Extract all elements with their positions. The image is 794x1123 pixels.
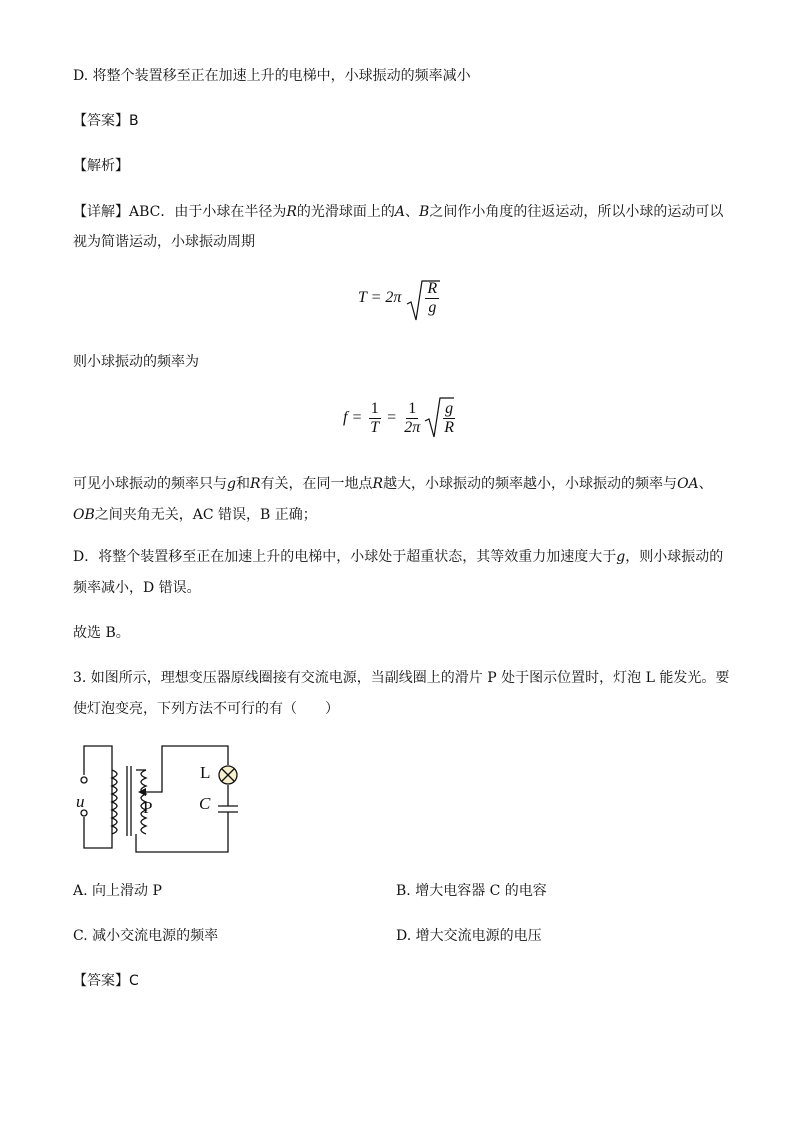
question-3-line-1: 3. 如图所示，理想变压器原线圈接有交流电源，当副线圈上的滑片 P 处于图示位置时，灯泡 L 能发光。要 [73, 670, 730, 686]
option-b: B. 增大电容器 C 的电容 [396, 883, 547, 899]
period-formula: T = 2π $\frac{R}{g}$ [358, 280, 441, 317]
frequency-formula: f = $\frac{1}{T}$ = $\frac{1}{2\pi}$ $\frac{g}{R}$ [343, 400, 458, 437]
freq-radical-num: g [445, 400, 454, 417]
slider-p-label: P [143, 798, 153, 817]
sqrt-sign-icon [406, 278, 440, 324]
transformer-circuit-diagram [70, 740, 250, 860]
answer-label-q2: 【答案】B [73, 113, 139, 129]
period-radical-num: R [427, 280, 438, 297]
detail-line-1: 【详解】ABC．由于小球在半径为R的光滑球面上的A、B之间作小角度的往返运动，所以小球的运动可以 [73, 204, 724, 220]
period-radical-den: g [428, 299, 437, 316]
capacitor-c-label: C [199, 794, 211, 813]
option-c: C. 减小交流电源的频率 [73, 928, 219, 944]
analysis-label: 【解析】 [73, 158, 129, 174]
choose-statement: 故选 B。 [73, 625, 130, 641]
lamp-l-label: L [200, 763, 211, 782]
answer-label-q3: 【答案】C [73, 973, 139, 989]
conclusion-line-1: 可见小球振动的频率只与g和R有关，在同一地点R越大，小球振动的频率越小，小球振动的频率与OA、 [73, 476, 713, 492]
frequency-intro: 则小球振动的频率为 [73, 354, 199, 370]
freq-frac2-num: 1 [408, 400, 417, 417]
option-a: A. 向上滑动 P [73, 883, 162, 899]
question-3-line-2: 使灯泡变亮，下列方法不可行的有（ ） [73, 701, 339, 717]
freq-frac2-den: 2π [404, 419, 421, 436]
detail-line-2: 视为简谐运动，小球振动周期 [73, 234, 255, 250]
freq-frac1-num: 1 [370, 400, 379, 417]
sqrt-sign-icon [424, 395, 454, 441]
option-d-explanation-2: 频率减小，D 错误。 [73, 580, 201, 596]
option-d: D. 增大交流电源的电压 [396, 928, 542, 944]
source-voltage-label: u [76, 792, 85, 811]
option-d-previous: D. 将整个装置移至正在加速上升的电梯中，小球振动的频率减小 [73, 68, 471, 84]
freq-radical-den: R [444, 419, 454, 436]
option-d-explanation-1: D．将整个装置移至正在加速上升的电梯中，小球处于超重状态，其等效重力加速度大于g，则小球振动的 [73, 549, 724, 565]
conclusion-line-2: OB之间夹角无关，AC 错误，B 正确； [73, 507, 317, 523]
freq-frac1-den: T [370, 419, 380, 436]
